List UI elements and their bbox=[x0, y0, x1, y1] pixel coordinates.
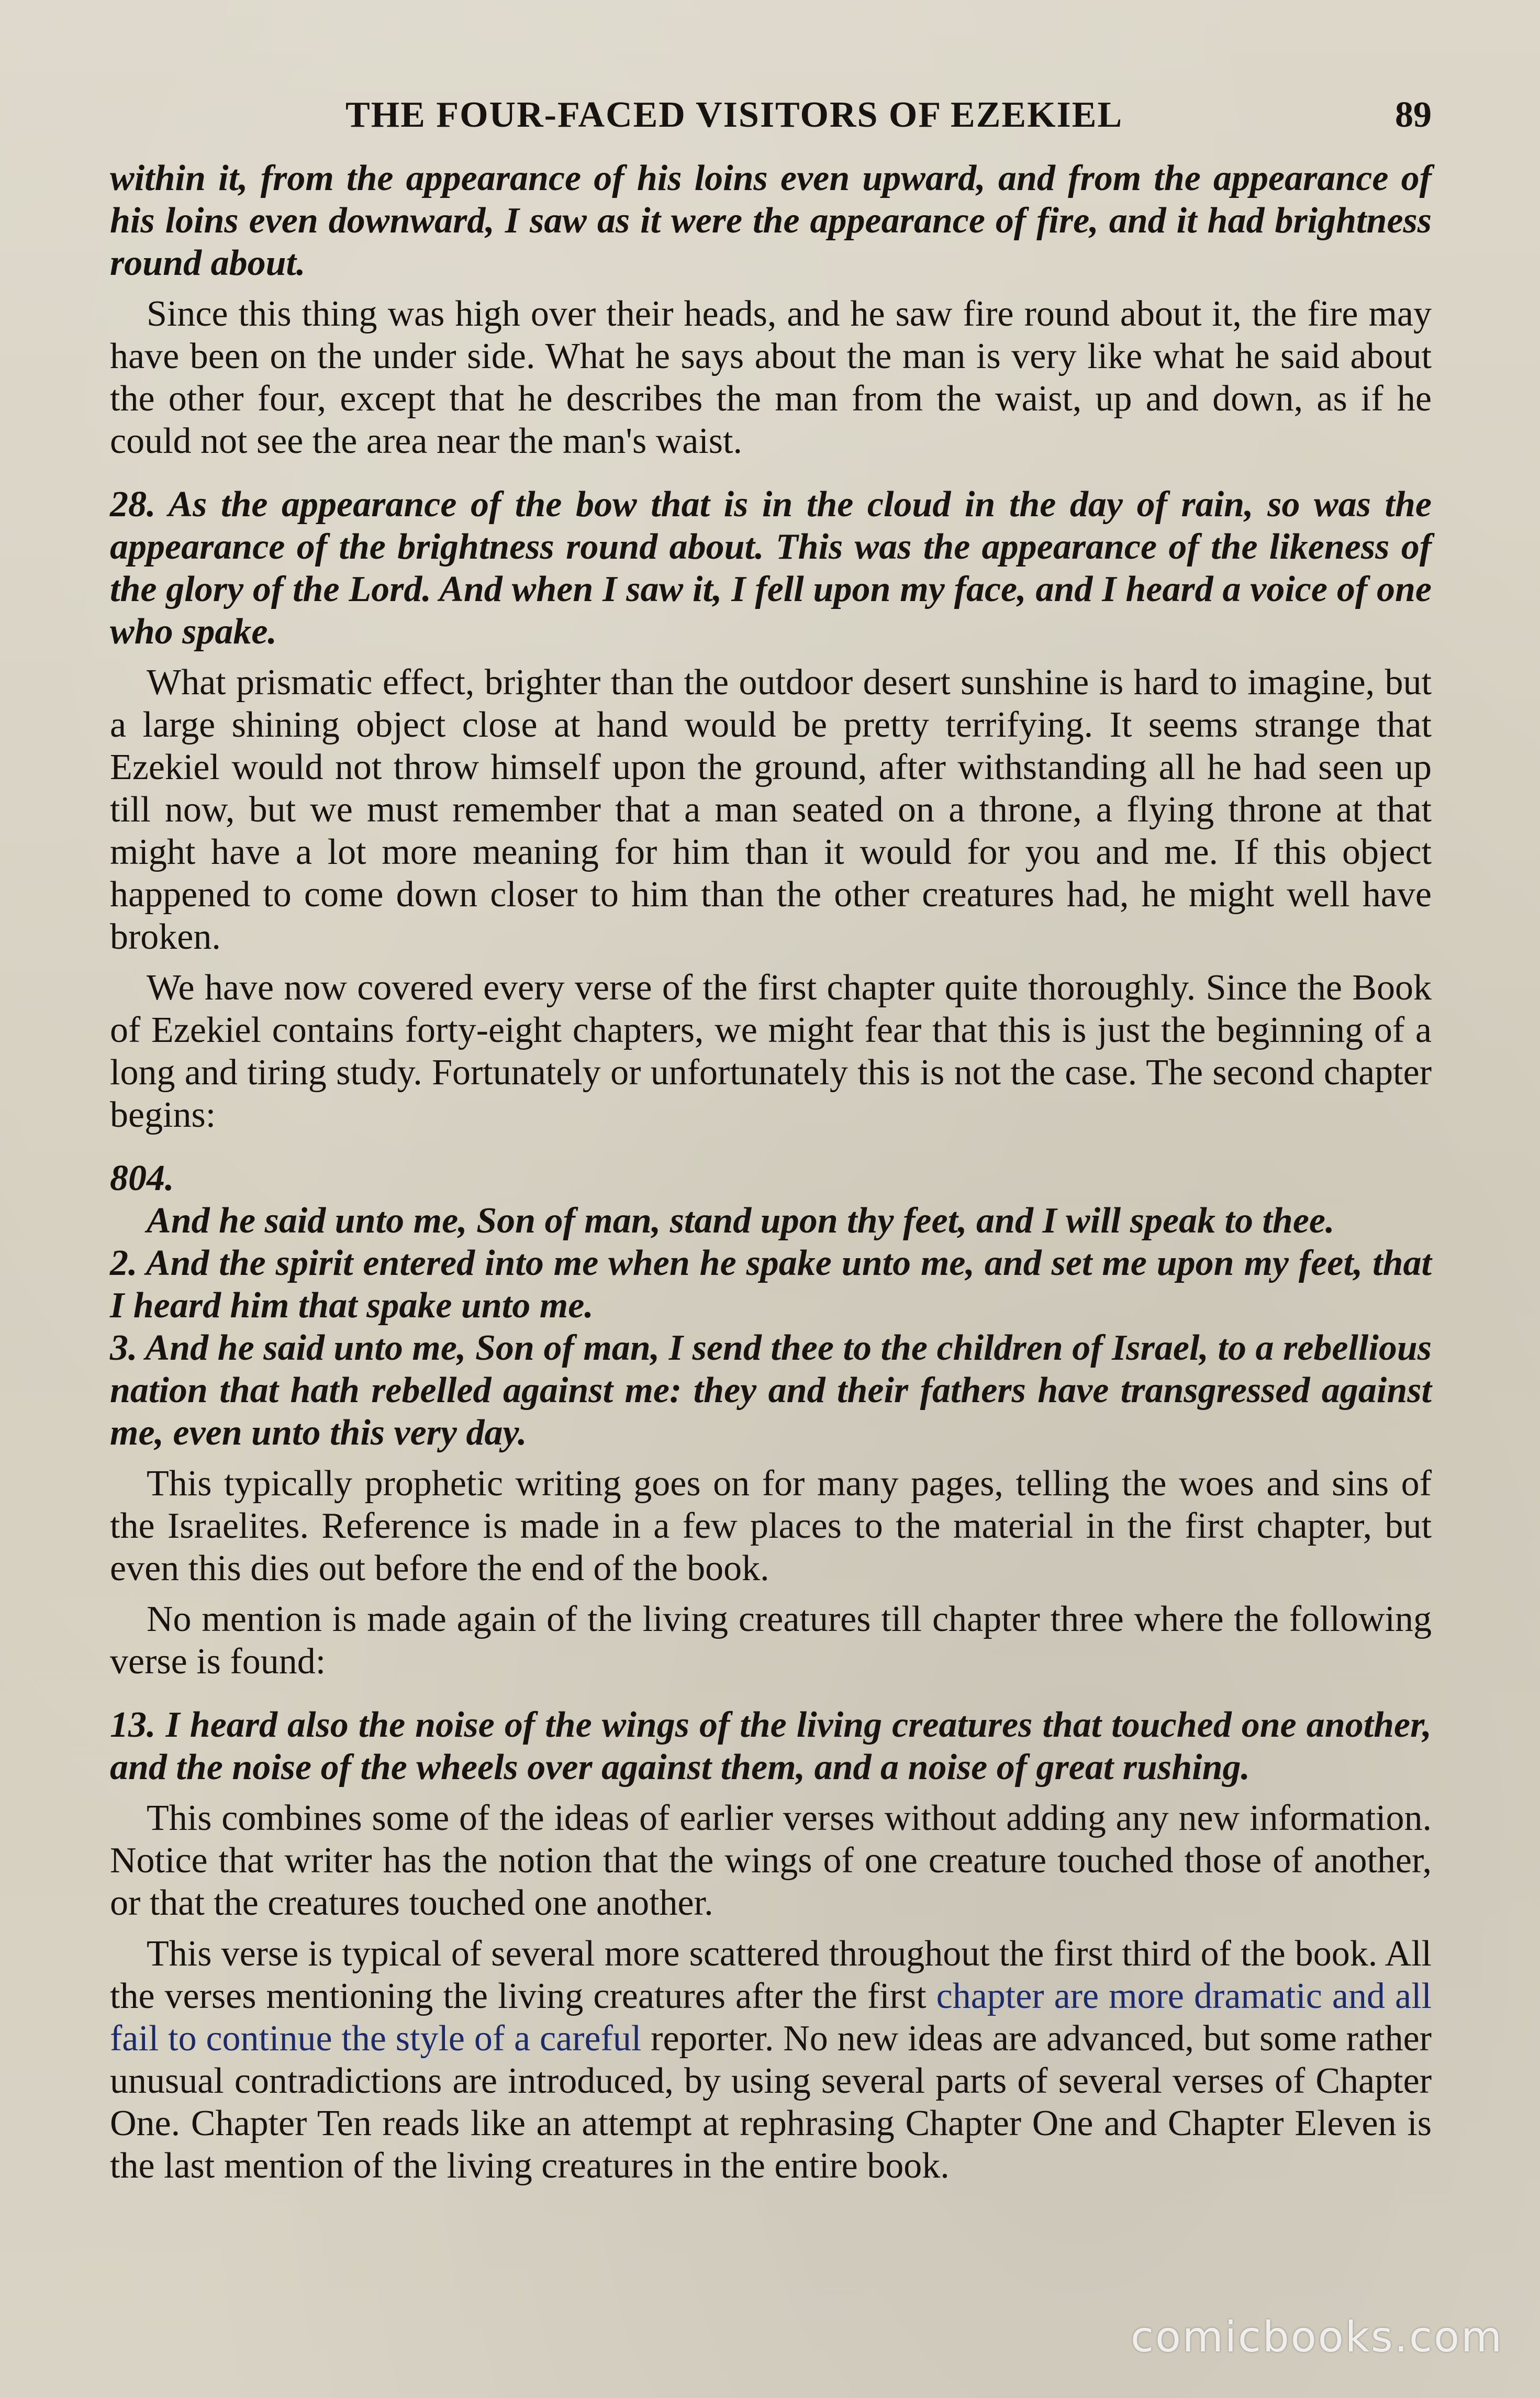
scripture-quote: And he said unto me, Son of man, stand upon thy feet, and I will speak to thee. bbox=[147, 1201, 1335, 1241]
page-number: 89 bbox=[1395, 95, 1432, 135]
page-header bbox=[110, 89, 1432, 147]
body-text: reporter. No new ideas are advanced, but some rather unusual contradictions are introduced, by using several parts of several verses of Chapter One. Chapter Ten reads like an attempt at rephrasing Chapter One and Chapter Eleven is the last mention of the living creatures in the entire book. bbox=[110, 2018, 1432, 2186]
verse-reference: 804. bbox=[110, 1158, 174, 1198]
scripture-quote: 3. And he said unto me, Son of man, I send thee to the children of Israel, to a rebellious nation that hath rebelled against me: they and their fathers have transgressed against me, even unto this very day. bbox=[110, 1328, 1432, 1453]
body-text: This verse is typical of several more scattered throughout the first third of the book. All the verses mentioning the living creatures after the first bbox=[110, 1934, 1432, 2016]
page-body bbox=[110, 157, 1432, 2187]
scripture-quote: 13. I heard also the noise of the wings of the living creatures that touched one another, and the noise of the wheels over against them, and a noise of great rushing. bbox=[110, 1705, 1432, 1788]
scripture-quote: 28. As the appearance of the bow that is in the cloud in the day of rain, so was the appearance of the brightness round about. This was the appearance of the likeness of the glory of the Lord. And when I saw it, I fell upon my face, and I heard a voice of one who spake. bbox=[110, 484, 1432, 652]
running-title: THE FOUR-FACED VISITORS OF EZEKIEL bbox=[345, 95, 1123, 135]
body-paragraph: This typically prophetic writing goes on for many pages, telling the woes and sins of the Israelites. Reference is made in a few places to the material in the first chapter, but even this dies out before the end of the book. bbox=[110, 1463, 1432, 1589]
body-paragraph: We have now covered every verse of the first chapter quite thoroughly. Since the Book of Ezekiel contains forty-eight chapters, we might fear that this is just the beginning of a long and tiring study. Fortunately or unfortunately this is not the case. The second chapter begins: bbox=[110, 968, 1432, 1135]
body-paragraph: What prismatic effect, brighter than the outdoor desert sunshine is hard to imagine, but a large shining object close at hand would be pretty terrifying. It seems strange that Ezekiel would not throw himself upon the ground, after withstanding all he had seen up till now, but we must remember that a man seated on a throne, a flying throne at that might have a lot more meaning for him than it would for you and me. If this object happened to come down closer to him than the other creatures had, he might well have broken. bbox=[110, 662, 1432, 957]
scripture-quote: within it, from the appearance of his loins even upward, and from the appearance of his loins even downward, I saw as it were the appearance of fire, and it had brightness round about. bbox=[110, 158, 1432, 283]
body-text-blue: chapter are more dramatic and all fail to continue the style of a careful bbox=[110, 1976, 1432, 2059]
body-paragraph bbox=[110, 1933, 1432, 2187]
watermark: comicbooks.com bbox=[1130, 2313, 1503, 2361]
body-paragraph: This combines some of the ideas of earlier verses without adding any new information. Notice that writer has the notion that the wings of one creature touched those of another, or that the creatures touched one another. bbox=[110, 1798, 1432, 1923]
body-paragraph: No mention is made again of the living creatures till chapter three where the following verse is found: bbox=[110, 1599, 1432, 1682]
body-paragraph: Since this thing was high over their heads, and he saw fire round about it, the fire may have been on the under side. What he says about the man is very like what he said about the other four, except that he describes the man from the waist, up and down, as if he could not see the area near the man's waist. bbox=[110, 294, 1432, 461]
scripture-quote: 2. And the spirit entered into me when he spake unto me, and set me upon my feet, that I heard him that spake unto me. bbox=[110, 1243, 1432, 1326]
